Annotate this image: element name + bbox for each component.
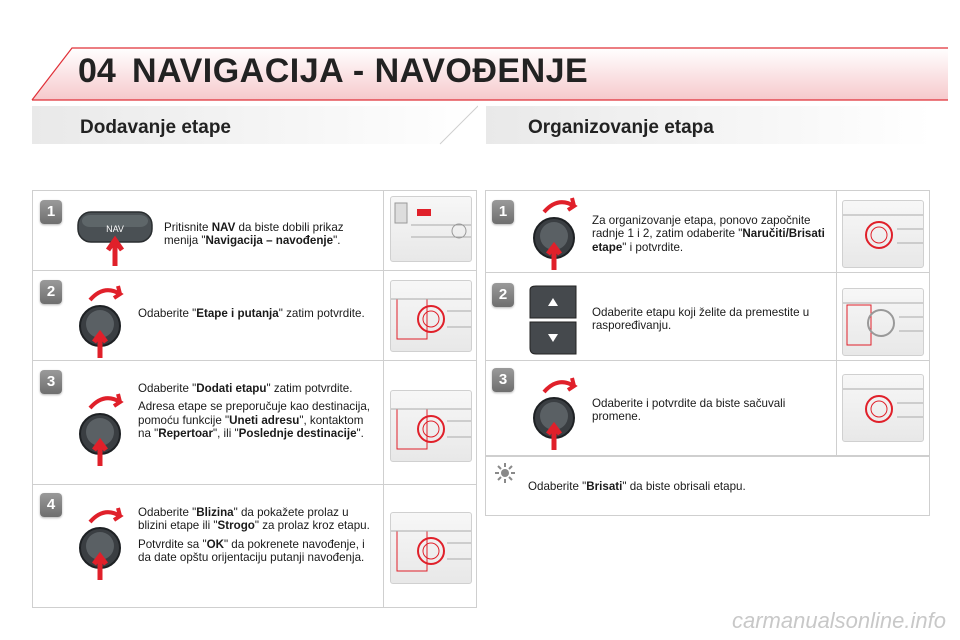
up-down-buttons-icon (526, 284, 582, 356)
note-text: Odaberite "Brisati" da biste obrisali etapu. (528, 480, 746, 493)
tip-sun-icon (494, 462, 516, 484)
radio-panel-illustration (842, 374, 924, 442)
org-step-1-text: Za organizovanje etapa, ponovo započnite radnje 1 i 2, zatim odaberite "Naručiti/Brisati etape" i potvrdite. (592, 214, 825, 254)
watermark: carmanualsonline.info (731, 608, 946, 633)
org-step-3-text: Odaberite i potvrdite da biste sačuvali promene. (592, 397, 786, 424)
radio-panel-illustration (842, 288, 924, 356)
radio-panel-illustration (842, 200, 924, 268)
step-4-text: Odaberite "Blizina" da pokažete prolaz u blizini etape ili "Strogo" za prolaz kroz etapu. Potvrdite sa "OK" da pokrenete navođenje, i da date opštu orijentaciju putanji navođenja. (138, 506, 370, 565)
rotary-knob-icon (528, 192, 590, 272)
svg-text:NAV: NAV (106, 224, 124, 234)
nav-button-icon (74, 206, 156, 268)
section-title-add-stage: Dodavanje etape (80, 117, 231, 138)
step-badge-1: 1 (492, 200, 514, 224)
rotary-knob-icon (74, 388, 136, 468)
section-title-organize-stages: Organizovanje etapa (528, 117, 714, 138)
step-badge-1: 1 (40, 200, 62, 224)
step-badge-4: 4 (40, 493, 62, 517)
radio-panel-illustration (390, 390, 472, 462)
radio-panel-illustration (390, 280, 472, 352)
chapter-number: 04 (78, 52, 116, 90)
page-title: NAVIGACIJA - NAVOĐENJE (132, 52, 589, 90)
step-badge-2: 2 (492, 283, 514, 307)
step-badge-3: 3 (40, 370, 62, 394)
step-1-text: Pritisnite NAV da biste dobili prikaz menija "Navigacija – navođenje". (164, 221, 344, 248)
rotary-knob-icon (528, 372, 590, 452)
org-step-2-text: Odaberite etapu koji želite da premestite u raspoređivanju. (592, 306, 810, 333)
step-3-text: Odaberite "Dodati etapu" zatim potvrdite. Adresa etape se preporučuje kao destinacija, pomoću funkcije "Uneti adresu", kontaktom na "Repertoar", ili "Poslednje destinacije". (138, 382, 371, 441)
rotary-knob-icon (74, 280, 136, 360)
radio-panel-illustration (390, 196, 472, 262)
radio-panel-illustration (390, 512, 472, 584)
step-badge-2: 2 (40, 280, 62, 304)
step-badge-3: 3 (492, 368, 514, 392)
step-2-text: Odaberite "Etape i putanja" zatim potvrdite. (138, 307, 365, 320)
rotary-knob-icon (74, 502, 136, 582)
